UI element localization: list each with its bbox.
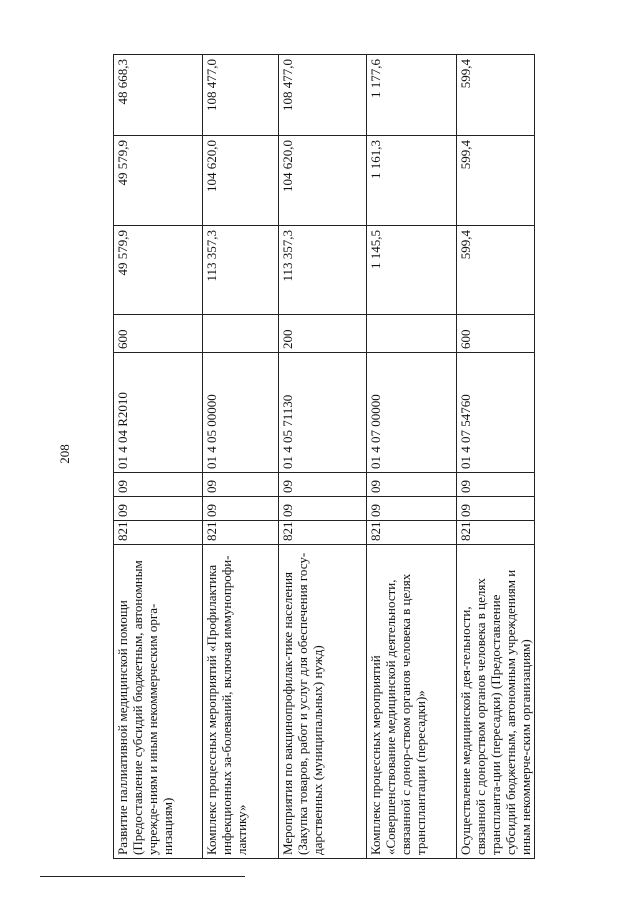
subsection-code: 09	[279, 473, 367, 497]
amount-year-3: 108 477,0	[279, 55, 367, 136]
ministry-code: 821	[203, 521, 279, 545]
table-row	[367, 55, 457, 859]
section-code: 09	[203, 497, 279, 521]
subsection-code: 09	[203, 473, 279, 497]
subsection-code: 09	[367, 473, 457, 497]
expense-kind-code: 600	[114, 315, 203, 353]
row-name: Развитие паллиативной медицинской помощи (Предоставление субсидий бюджетным, автономным учрежде-ниям и иным некоммерческим орга-низациям)	[114, 545, 203, 859]
amount-year-1: 599,4	[457, 226, 535, 315]
amount-year-3: 48 668,3	[114, 55, 203, 136]
amount-year-1: 113 357,3	[279, 226, 367, 315]
amount-year-2: 104 620,0	[203, 136, 279, 226]
amount-year-2: 1 161,3	[367, 136, 457, 226]
section-code: 09	[367, 497, 457, 521]
amount-year-1: 1 145,5	[367, 226, 457, 315]
budget-table	[113, 54, 535, 859]
table-row	[457, 55, 535, 859]
footnote-rule	[40, 876, 245, 877]
amount-year-1: 113 357,3	[203, 226, 279, 315]
expense-kind-code: 600	[457, 315, 535, 353]
ministry-code: 821	[114, 521, 203, 545]
expense-kind-code	[367, 315, 457, 353]
target-article-code: 01 4 07 54760	[457, 353, 535, 473]
target-article-code: 01 4 07 00000	[367, 353, 457, 473]
section-code: 09	[114, 497, 203, 521]
expense-kind-code: 200	[279, 315, 367, 353]
page-number: 208	[57, 444, 72, 464]
target-article-code: 01 4 05 71130	[279, 353, 367, 473]
subsection-code: 09	[457, 473, 535, 497]
ministry-code: 821	[279, 521, 367, 545]
amount-year-3: 108 477,0	[203, 55, 279, 136]
ministry-code: 821	[367, 521, 457, 545]
section-code: 09	[457, 497, 535, 521]
amount-year-2: 49 579,9	[114, 136, 203, 226]
amount-year-2: 104 620,0	[279, 136, 367, 226]
amount-year-1: 49 579,9	[114, 226, 203, 315]
target-article-code: 01 4 05 00000	[203, 353, 279, 473]
table-row	[203, 55, 279, 859]
ministry-code: 821	[457, 521, 535, 545]
row-name: Комплекс процессных мероприятий «Совершенствование медицинской деятельности, связанной с донор-ством органов человека в целях трансплантации (пересадки)»	[367, 545, 457, 859]
subsection-code: 09	[114, 473, 203, 497]
target-article-code: 01 4 04 R2010	[114, 353, 203, 473]
amount-year-3: 1 177,6	[367, 55, 457, 136]
expense-kind-code	[203, 315, 279, 353]
table-row	[114, 55, 203, 859]
amount-year-3: 599,4	[457, 55, 535, 136]
section-code: 09	[279, 497, 367, 521]
row-name: Осуществление медицинской дея-тельности, связанной с донорством органов человека в целях транспланта-ции (пересадки) (Предоставление субсидий бюджетным, автономным учреждениям и иным некоммерче-ским организациям)	[457, 545, 535, 859]
table-row	[279, 55, 367, 859]
row-name: Мероприятия по вакцинопрофилак-тике населения (Закупка товаров, работ и услуг для обеспечения госу-дарственных (муниципальных) нужд)	[279, 545, 367, 859]
amount-year-2: 599,4	[457, 136, 535, 226]
budget-table-rotated	[113, 55, 533, 859]
row-name: Комплекс процессных мероприятий «Профилактика инфекционных за-болеваний, включая иммунопрофи-лактику»	[203, 545, 279, 859]
